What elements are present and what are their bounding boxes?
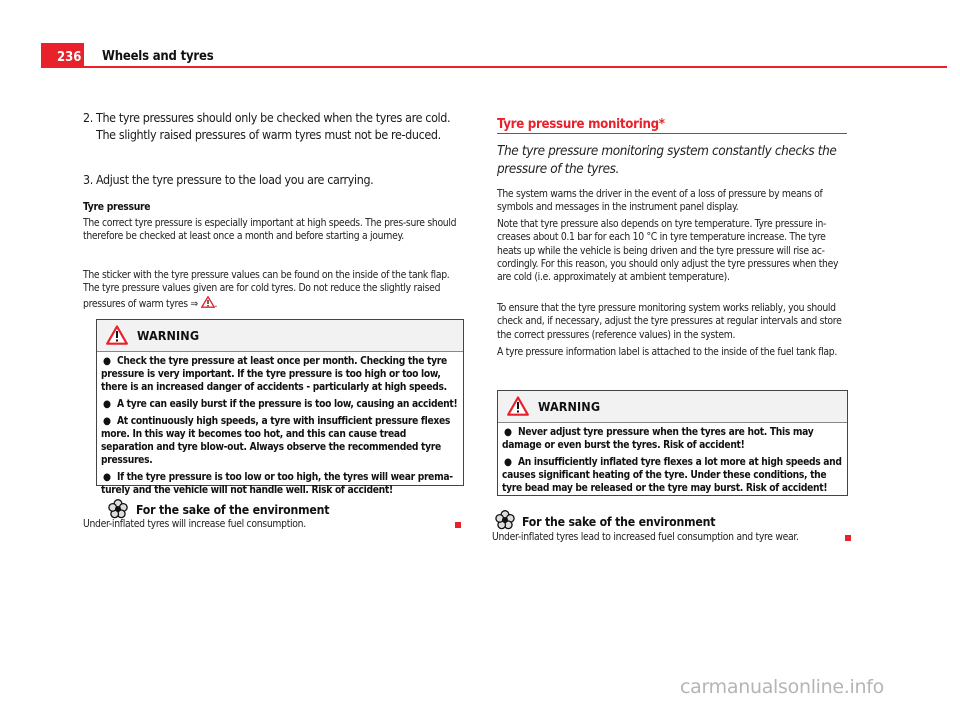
environment-heading: For the sake of the environment <box>522 515 716 529</box>
bullet: ● <box>103 416 111 427</box>
bullet: ● <box>103 472 111 483</box>
warning-triangle-icon <box>106 325 128 345</box>
step-number: 2. <box>83 110 93 125</box>
section-title-rule <box>497 133 847 134</box>
warning-header <box>498 391 847 423</box>
warning-body <box>498 423 847 502</box>
warning-box <box>96 319 464 496</box>
paragraph-text: The sticker with the tyre pressure values can be found on the inside of the tank flap. The tyre pressure values given are for cold tyres. Do not reduce the slightly raised pressures of warm tyres ⇒ <box>83 269 450 310</box>
paragraph: To ensure that the tyre pressure monitoring system works reliably, you should check and, if necessary, adjust the tyre pressures at regular intervals and store the correct pressures (reference values) in the system. <box>497 302 842 341</box>
header-rule <box>41 66 947 68</box>
warning-item-text: Check the tyre pressure at least once per month. Checking the tyre pressure is very important. If the tyre pressure is too high or too low, there is an increased danger of accidents - particularly at high speeds. <box>101 356 447 393</box>
bullet: ● <box>504 427 512 438</box>
flower-icon <box>495 510 515 530</box>
warning-item <box>101 355 458 394</box>
paragraph-with-warning-ref <box>83 269 468 312</box>
section-end-marker <box>455 522 461 528</box>
page-number: 236 <box>41 43 84 67</box>
section-title: Tyre pressure monitoring* <box>497 117 665 132</box>
environment-heading: For the sake of the environment <box>136 503 330 517</box>
paragraph: The system warns the driver in the event of a loss of pressure by means of symbols and messages in the instrument panel display. <box>497 188 823 214</box>
subheading-tyre-pressure: Tyre pressure <box>83 201 151 213</box>
section-intro: The tyre pressure monitoring system constantly checks the pressure of the tyres. <box>497 144 837 177</box>
warning-item <box>502 426 842 452</box>
step-text: Adjust the tyre pressure to the load you are carrying. <box>96 172 374 187</box>
environment-text: Under-inflated tyres lead to increased fuel consumption and tyre wear. <box>492 531 799 543</box>
warning-triangle-icon <box>507 396 529 416</box>
paragraph: A tyre pressure information label is attached to the inside of the fuel tank flap. <box>497 346 838 358</box>
step-3 <box>83 172 461 189</box>
step-2 <box>83 110 461 143</box>
step-number: 3. <box>83 172 93 187</box>
bullet: ● <box>103 356 111 367</box>
paragraph-end: . <box>214 297 218 310</box>
warning-item <box>101 398 458 411</box>
page-header <box>41 43 947 67</box>
bullet: ● <box>504 457 512 468</box>
warning-item <box>101 471 458 497</box>
watermark: carmanualsonline.info <box>680 676 884 698</box>
warning-item <box>101 415 458 467</box>
warning-title: WARNING <box>538 399 601 414</box>
warning-item-text: A tyre can easily burst if the pressure is too low, causing an accident! <box>117 399 458 410</box>
warning-item <box>502 456 842 495</box>
warning-body <box>97 352 463 504</box>
chapter-title: Wheels and tyres <box>102 49 214 64</box>
warning-header <box>97 320 463 352</box>
warning-item-text: If the tyre pressure is too low or too high, the tyres will wear prema-turely and the vehicle will not handle well. Risk of accident! <box>101 472 453 496</box>
warning-item-text: An insufficiently inflated tyre flexes a lot more at high speeds and causes significant heating of the tyre. Under these conditions, the tyre bead may be released or the tyre may burst. Risk of accident! <box>502 457 842 494</box>
warning-reference-icon[interactable] <box>201 296 215 312</box>
warning-item-text: Never adjust tyre pressure when the tyres are hot. This may damage or even burst the tyres. Risk of accident! <box>502 427 814 451</box>
environment-text: Under-inflated tyres will increase fuel consumption. <box>83 518 306 530</box>
warning-title: WARNING <box>137 328 200 343</box>
paragraph: Note that tyre pressure also depends on tyre temperature. Tyre pressure in-creases about 0.1 bar for each 10 °C in tyre temperature increase. The tyre heats up while the vehicle is being driven and the tyre pressure will rise ac-cordingly. For this reason, you should only adjust the tyre pressures when they are cold (i.e. approximately at ambient temperature). <box>497 218 839 284</box>
paragraph: The correct tyre pressure is especially important at high speeds. The pres-sure should therefore be checked at least once a month and before starting a journey. <box>83 217 457 243</box>
step-text: The tyre pressures should only be checked when the tyres are cold. The slightly raised pressures of warm tyres must not be re-duced. <box>96 110 451 142</box>
flower-icon <box>108 499 128 519</box>
warning-item-text: At continuously high speeds, a tyre with insufficient pressure flexes more. In this way it becomes too hot, and this can cause tread separation and tyre blow-out. Always observe the recommended tyre pressures. <box>101 416 451 466</box>
section-end-marker <box>845 535 851 541</box>
bullet: ● <box>103 399 111 410</box>
warning-box <box>497 390 848 496</box>
